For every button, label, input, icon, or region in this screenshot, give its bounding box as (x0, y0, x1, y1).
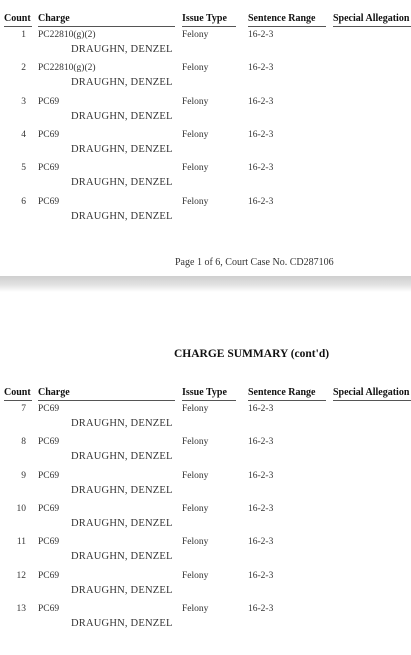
issue-type-cell: Felony (182, 196, 209, 207)
document-page-2 (0, 292, 411, 655)
sentence-range-cell: 16-2-3 (248, 437, 274, 448)
table-row (0, 571, 411, 604)
count-cell: 8 (21, 437, 26, 448)
sentence-range-cell: 16-2-3 (248, 603, 274, 614)
count-cell: 10 (16, 503, 26, 514)
issue-type-cell: Felony (182, 537, 209, 548)
table-row (0, 97, 411, 130)
table-row (0, 504, 411, 537)
header-underline (4, 26, 32, 27)
defendant-name: DRAUGHN, DENZEL (71, 77, 173, 89)
header-count: Count (4, 13, 31, 24)
issue-type-cell: Felony (182, 404, 209, 414)
header-count: Count (4, 387, 31, 398)
header-underline (38, 400, 175, 401)
table-row (0, 130, 411, 163)
header-charge: Charge (38, 387, 70, 398)
header-special-allegation: Special Allegation (333, 387, 410, 398)
count-cell: 2 (21, 63, 26, 74)
table-row (0, 604, 411, 637)
header-underline (182, 400, 236, 401)
document-page-1 (0, 0, 411, 276)
table-row (0, 471, 411, 504)
header-underline (333, 400, 411, 401)
section-title-text: CHARGE SUMMARY (cont'd) (174, 348, 330, 360)
sentence-range-cell: 16-2-3 (248, 129, 274, 140)
sentence-range-cell: 16-2-3 (248, 404, 274, 414)
count-cell: 11 (16, 537, 26, 548)
table-row (0, 30, 411, 63)
charge-cell: PC69 (38, 470, 60, 481)
issue-type-cell: Felony (182, 129, 209, 140)
table-row (0, 404, 411, 437)
header-underline (182, 26, 236, 27)
header-issue-type: Issue Type (182, 13, 227, 24)
count-cell: 12 (16, 570, 26, 581)
header-underline (4, 400, 32, 401)
issue-type-cell: Felony (182, 570, 209, 581)
defendant-name: DRAUGHN, DENZEL (71, 451, 173, 463)
issue-type-cell: Felony (182, 96, 209, 107)
defendant-name: DRAUGHN, DENZEL (71, 177, 173, 189)
sentence-range-cell: 16-2-3 (248, 570, 274, 581)
header-underline (38, 26, 175, 27)
header-special-allegation: Special Allegation (333, 13, 410, 24)
header-underline (333, 26, 411, 27)
sentence-range-cell: 16-2-3 (248, 163, 274, 174)
issue-type-cell: Felony (182, 30, 209, 40)
defendant-name: DRAUGHN, DENZEL (71, 44, 173, 55)
issue-type-cell: Felony (182, 603, 209, 614)
issue-type-cell: Felony (182, 63, 209, 74)
charge-cell: PC69 (38, 603, 60, 614)
issue-type-cell: Felony (182, 470, 209, 481)
defendant-name: DRAUGHN, DENZEL (71, 484, 173, 496)
sentence-range-cell: 16-2-3 (248, 470, 274, 481)
sentence-range-cell: 16-2-3 (248, 196, 274, 207)
count-cell: 13 (16, 603, 26, 614)
charge-cell: PC69 (38, 537, 60, 548)
count-cell: 9 (21, 470, 26, 481)
header-issue-type: Issue Type (182, 387, 227, 398)
page-footer-text: Page 1 of 6, Court Case No. CD287106 (175, 257, 334, 268)
sentence-range-cell: 16-2-3 (248, 503, 274, 514)
count-cell: 5 (21, 163, 26, 174)
defendant-name: DRAUGHN, DENZEL (71, 617, 173, 629)
defendant-name: DRAUGHN, DENZEL (71, 418, 173, 429)
sentence-range-cell: 16-2-3 (248, 96, 274, 107)
sentence-range-cell: 16-2-3 (248, 63, 274, 74)
table-row (0, 197, 411, 230)
count-cell: 1 (21, 30, 26, 40)
header-underline (248, 400, 326, 401)
count-cell: 6 (21, 196, 26, 207)
header-underline (248, 26, 326, 27)
charge-cell: PC69 (38, 96, 60, 107)
sentence-range-cell: 16-2-3 (248, 30, 274, 40)
count-cell: 3 (21, 96, 26, 107)
issue-type-cell: Felony (182, 437, 209, 448)
header-charge: Charge (38, 13, 70, 24)
charge-cell: PC69 (38, 129, 60, 140)
count-cell: 4 (21, 129, 26, 140)
table-row (0, 63, 411, 96)
defendant-name: DRAUGHN, DENZEL (71, 210, 173, 222)
charge-cell: PC69 (38, 503, 60, 514)
table-row (0, 537, 411, 570)
defendant-name: DRAUGHN, DENZEL (71, 110, 173, 122)
header-sentence-range: Sentence Range (248, 387, 316, 398)
defendant-name: DRAUGHN, DENZEL (71, 584, 173, 596)
charge-cell: PC69 (38, 163, 60, 174)
charge-cell: PC69 (38, 437, 60, 448)
defendant-name: DRAUGHN, DENZEL (71, 517, 173, 529)
page-separator (0, 276, 411, 292)
charge-cell: PC22810(g)(2) (38, 63, 96, 74)
count-cell: 7 (21, 404, 26, 414)
sentence-range-cell: 16-2-3 (248, 537, 274, 548)
defendant-name: DRAUGHN, DENZEL (71, 143, 173, 155)
table-row (0, 163, 411, 196)
header-sentence-range: Sentence Range (248, 13, 316, 24)
charge-cell: PC22810(g)(2) (38, 30, 96, 40)
issue-type-cell: Felony (182, 163, 209, 174)
charge-cell: PC69 (38, 570, 60, 581)
defendant-name: DRAUGHN, DENZEL (71, 551, 173, 563)
charge-cell: PC69 (38, 196, 60, 207)
table-row (0, 437, 411, 470)
charge-cell: PC69 (38, 404, 60, 414)
issue-type-cell: Felony (182, 503, 209, 514)
